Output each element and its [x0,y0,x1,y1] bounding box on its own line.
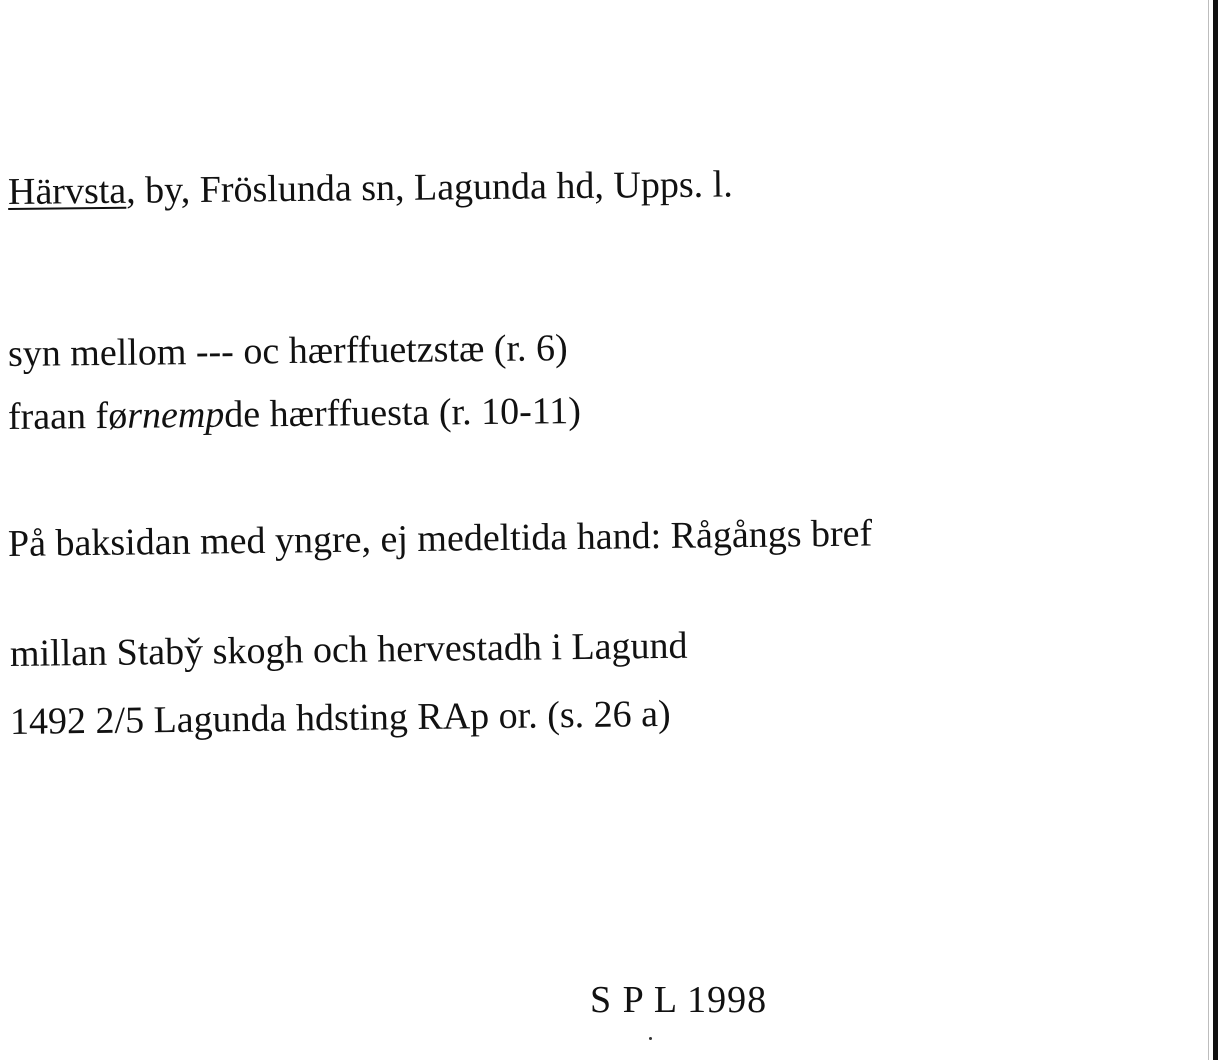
scan-speck [649,1037,652,1040]
excerpt-line-2-prefix: fraan fø [7,394,128,438]
heading-line [8,162,733,214]
signature: S P L 1998 [590,979,768,1021]
backside-line-1: millan Staby̌ skogh och hervestadh i Lagund [9,624,688,675]
excerpt-line-2 [8,389,581,439]
backside-line-2: 1492 2/5 Lagunda hdsting RAp or. (s. 26 a) [9,692,671,743]
backside-note: På baksidan med yngre, ej medeltida hand: Rågångs bref [7,512,873,565]
place-description: , by, Fröslunda sn, Lagunda hd, Upps. l. [125,163,733,212]
scan-edge-shadow [1208,0,1209,1060]
place-name: Härvsta [7,169,127,213]
scan-edge-border [1213,0,1218,1060]
excerpt-line-2-italic: rnemp [126,393,225,437]
excerpt-line-2-suffix: de hærffuesta (r. 10-11) [224,390,582,436]
excerpt-line-1: syn mellom --- oc hærffuetzstæ (r. 6) [7,327,568,375]
